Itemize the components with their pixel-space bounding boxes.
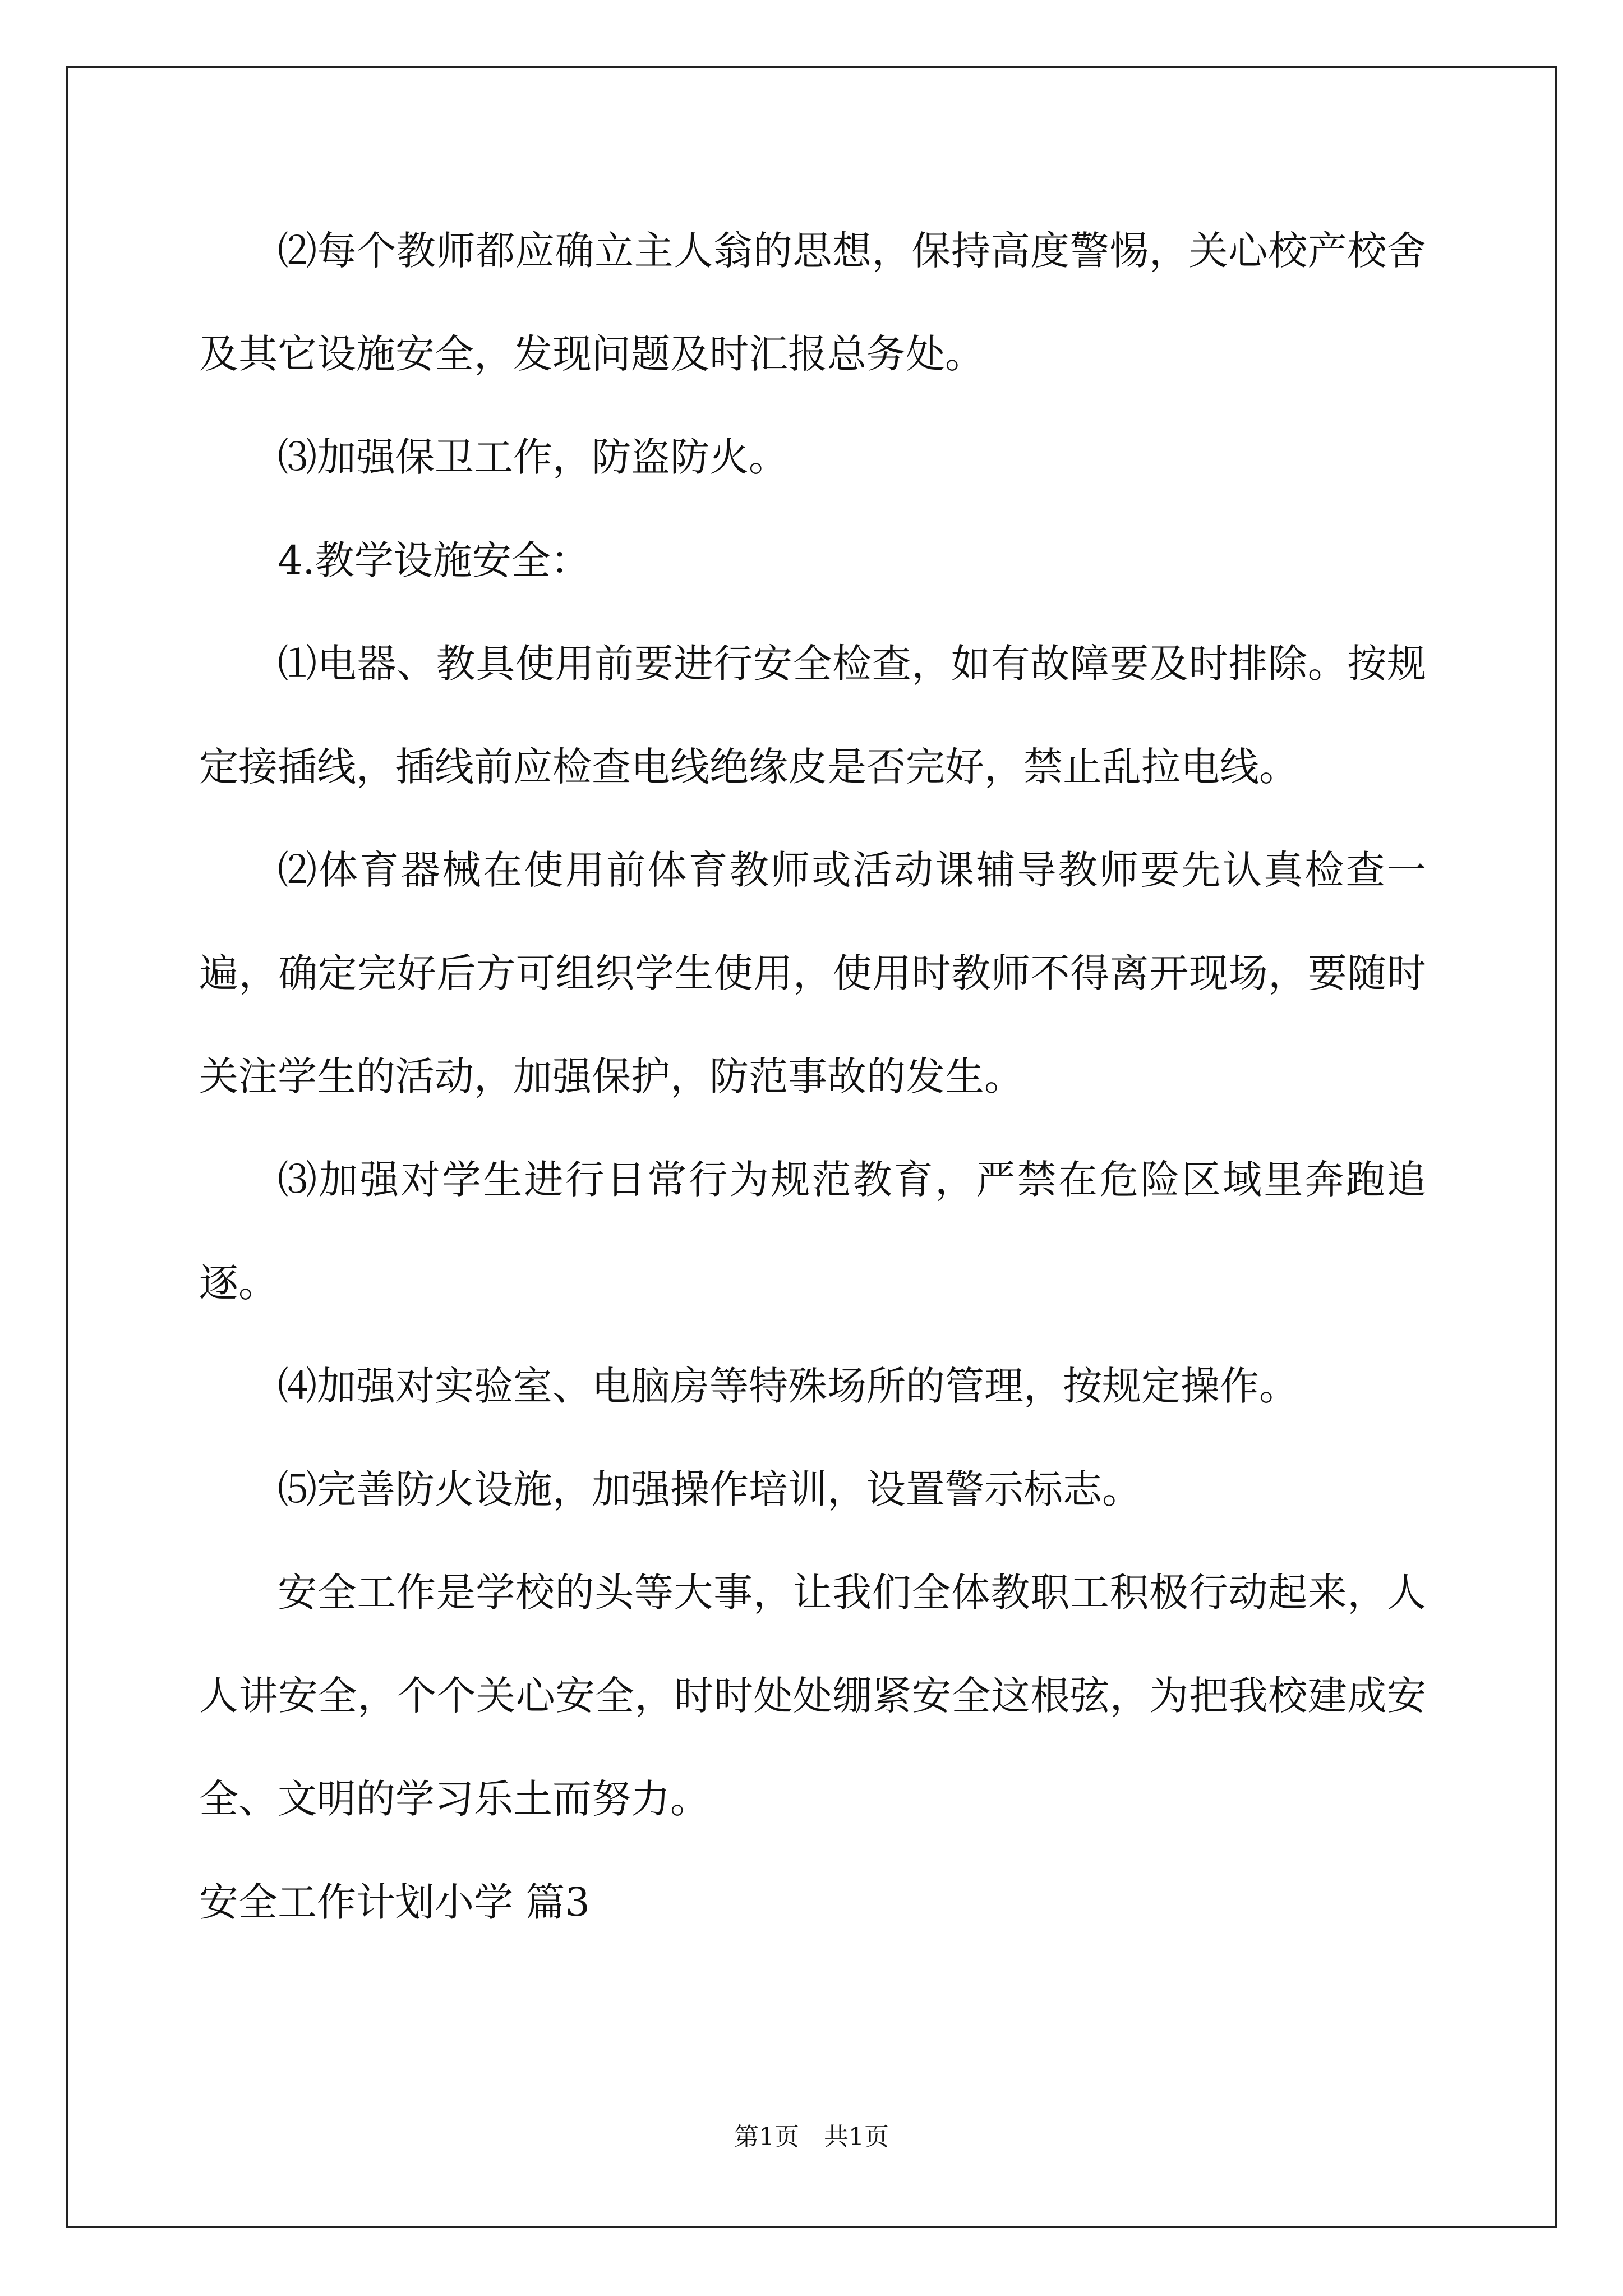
paragraph-teaching-facilities-heading: 4.教学设施安全： [278, 537, 590, 583]
paragraph-security: ⑶加强保卫工作，防盗防火。 [278, 434, 788, 480]
paragraph-school-property: ⑵每个教师都应确立主人翁的思想，保持高度警惕，关心校产校舍及其它设施安全，发现问题及时汇报总务处。 [199, 228, 1426, 377]
paragraph-electrical: ⑴电器、教具使用前要进行安全检查，如有故障要及时排除。按规定接插线，插线前应检查电线绝缘皮是否完好，禁止乱拉电线。 [199, 641, 1426, 790]
paragraph-sports-equipment: ⑵体育器械在使用前体育教师或活动课辅导教师要先认真检查一遍，确定完好后方可组织学生使用，使用时教师不得离开现场，要随时关注学生的活动，加强保护，防范事故的发生。 [199, 847, 1426, 1099]
page-footer: 第1页 共1页 [734, 2123, 889, 2151]
paragraph-fire-safety: ⑸完善防火设施，加强操作培训，设置警示标志。 [278, 1466, 1141, 1512]
paragraph-conclusion: 安全工作是学校的头等大事，让我们全体教职工积极行动起来，人人讲安全，个个关心安全，时时处处绷紧安全这根弦，为把我校建成安全、文明的学习乐土而努力。 [199, 1570, 1426, 1822]
paragraph-special-rooms: ⑷加强对实验室、电脑房等特殊场所的管理，按规定操作。 [278, 1363, 1298, 1409]
section-heading: 安全工作计划小学 篇3 [199, 1879, 590, 1925]
paragraph-behavior-education: ⑶加强对学生进行日常行为规范教育，严禁在危险区域里奔跑追逐。 [199, 1157, 1426, 1306]
